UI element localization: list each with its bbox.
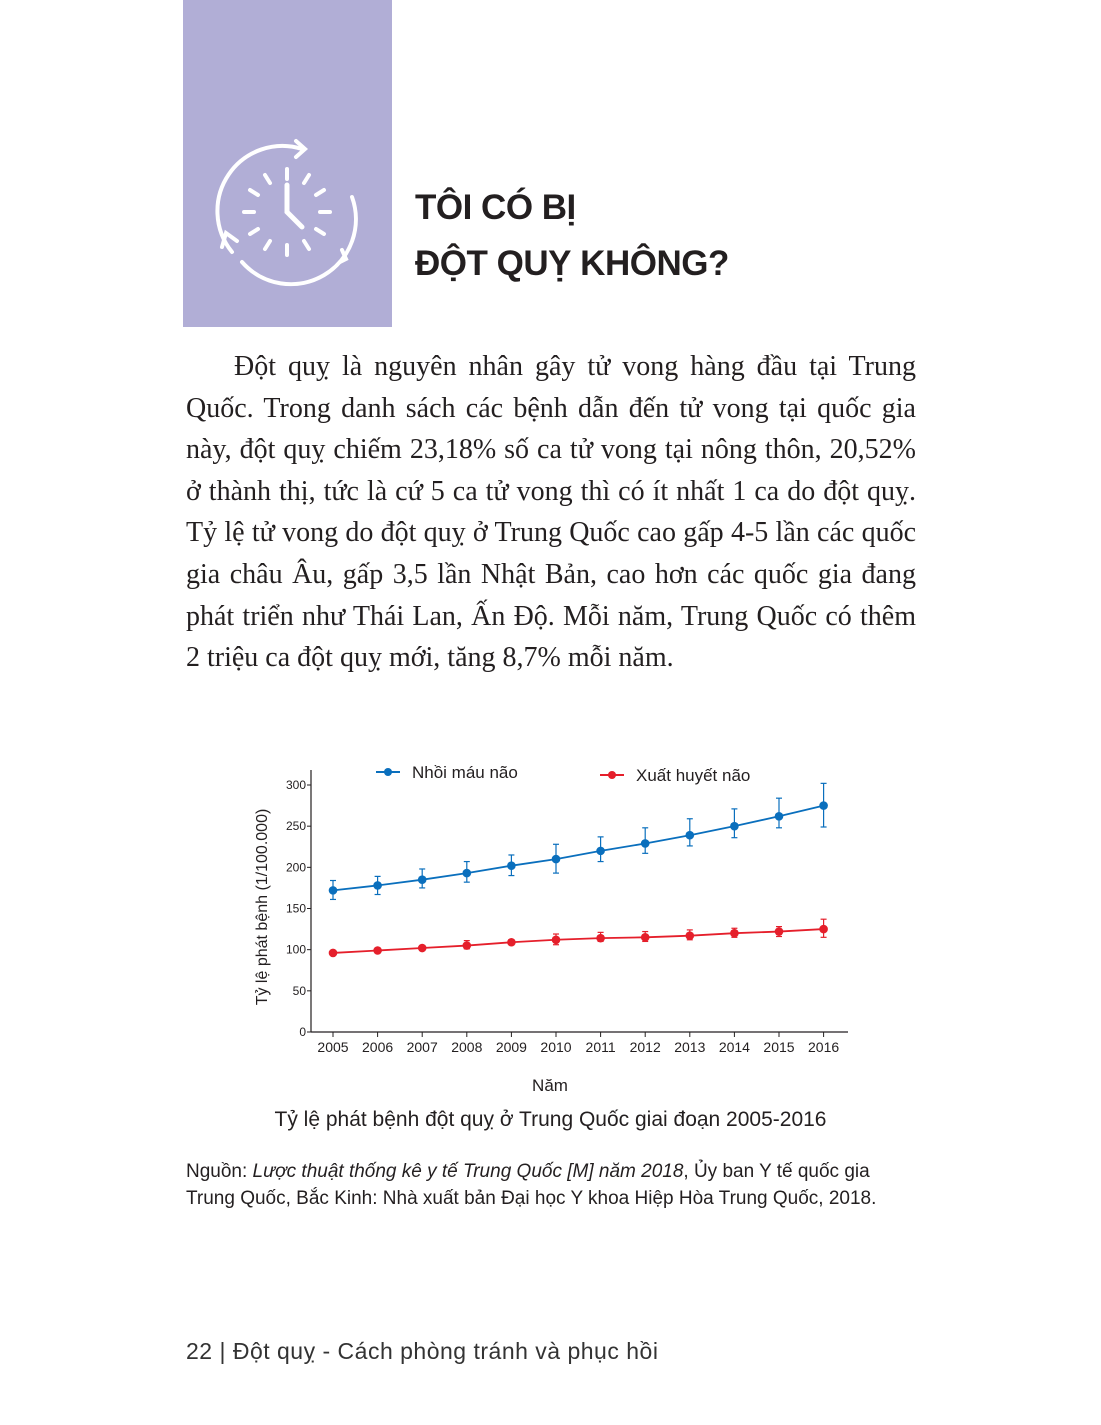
x-tick-label: 2010 [540, 1039, 572, 1055]
x-tick-label: 2005 [317, 1039, 349, 1055]
data-point [775, 812, 784, 821]
data-point [819, 925, 828, 934]
source-title: Lược thuật thống kê y tế Trung Quốc [M] năm 2018 [252, 1161, 684, 1182]
data-point [730, 822, 739, 831]
y-tick-label: 150 [285, 901, 306, 916]
data-point [596, 934, 605, 943]
data-point [552, 855, 561, 864]
data-point [641, 839, 650, 848]
data-point [552, 935, 561, 944]
y-tick-label: 300 [285, 778, 306, 792]
source-note [186, 1158, 916, 1212]
y-tick-label: 50 [292, 983, 306, 998]
x-tick-label: 2011 [585, 1039, 616, 1055]
x-tick-label: 2012 [629, 1039, 661, 1055]
incidence-chart [240, 755, 860, 1100]
data-point [329, 886, 338, 895]
data-point [686, 831, 695, 840]
data-point [373, 881, 382, 890]
data-point [641, 933, 650, 942]
body-paragraph: Đột quỵ là nguyên nhân gây tử vong hàng đầu tại Trung Quốc. Trong danh sách các bệnh dẫn đến tử vong tại quốc gia này, đột quỵ chiếm 23,18% số ca tử vong tại nông thôn, 20,52% ở thành thị, tức là cứ 5 ca tử vong thì có ít nhất 1 ca do đột quỵ. Tỷ lệ tử vong do đột quỵ ở Trung Quốc cao gấp 4-5 lần các quốc gia châu Âu, gấp 3,5 lần Nhật Bản, cao hơn các quốc gia đang phát triển như Thái Lan, Ấn Độ. Mỗi năm, Trung Quốc có thêm 2 triệu ca đột quỵ mới, tăng 8,7% mỗi năm. [186, 351, 916, 674]
data-point [463, 869, 472, 878]
x-tick-label: 2009 [495, 1039, 527, 1055]
title-line-1: TÔI CÓ BỊ [415, 188, 576, 227]
legend-label: Nhồi máu não [412, 763, 518, 782]
y-tick-label: 100 [285, 942, 306, 957]
x-tick-label: 2008 [451, 1039, 483, 1055]
chart-marks [329, 783, 828, 957]
series-line [333, 929, 824, 953]
data-point [373, 946, 382, 955]
chart-caption: Tỷ lệ phát bệnh đột quỵ ở Trung Quốc giai đoạn 2005-2016 [274, 1108, 827, 1131]
x-tick-label: 2006 [362, 1039, 394, 1055]
page-footer: 22 | Đột quỵ - Cách phòng tránh và phục hồi [186, 1338, 659, 1364]
source-prefix: Nguồn: [186, 1161, 253, 1182]
page-title [415, 180, 729, 292]
legend-label: Xuất huyết não [636, 766, 751, 785]
x-tick-label: 2007 [406, 1039, 438, 1055]
data-point [819, 801, 828, 810]
x-tick-label: 2015 [763, 1039, 795, 1055]
data-point [418, 875, 427, 884]
data-point [686, 931, 695, 940]
x-tick-label: 2014 [718, 1039, 750, 1055]
data-point [463, 941, 472, 950]
chart-axes [254, 763, 848, 1095]
data-point [329, 949, 338, 958]
data-point [418, 944, 427, 953]
y-tick-label: 200 [285, 860, 306, 875]
y-tick-label: 250 [285, 819, 306, 834]
x-tick-label: 2013 [674, 1039, 706, 1055]
data-point [775, 927, 784, 936]
data-point [507, 861, 516, 870]
legend-marker [384, 768, 392, 776]
source-rest: , Ủy ban Y tế quốc gia Trung Quốc, Bắc Kinh: Nhà xuất bản Đại học Y khoa Hiệp Hòa Trung Quốc, 2018. [186, 1161, 877, 1209]
x-tick-label: 2016 [808, 1039, 840, 1055]
y-axis-label: Tỷ lệ phát bệnh (1/100.000) [254, 808, 271, 1006]
title-line-2: ĐỘT QUỴ KHÔNG? [415, 244, 729, 283]
data-point [730, 929, 739, 938]
series-line [333, 806, 824, 891]
y-tick-label: 0 [299, 1025, 306, 1039]
data-point [507, 938, 516, 947]
clock-cycle-icon [212, 137, 362, 287]
data-point [596, 847, 605, 856]
legend-marker [608, 771, 616, 779]
x-axis-label: Năm [532, 1076, 568, 1095]
